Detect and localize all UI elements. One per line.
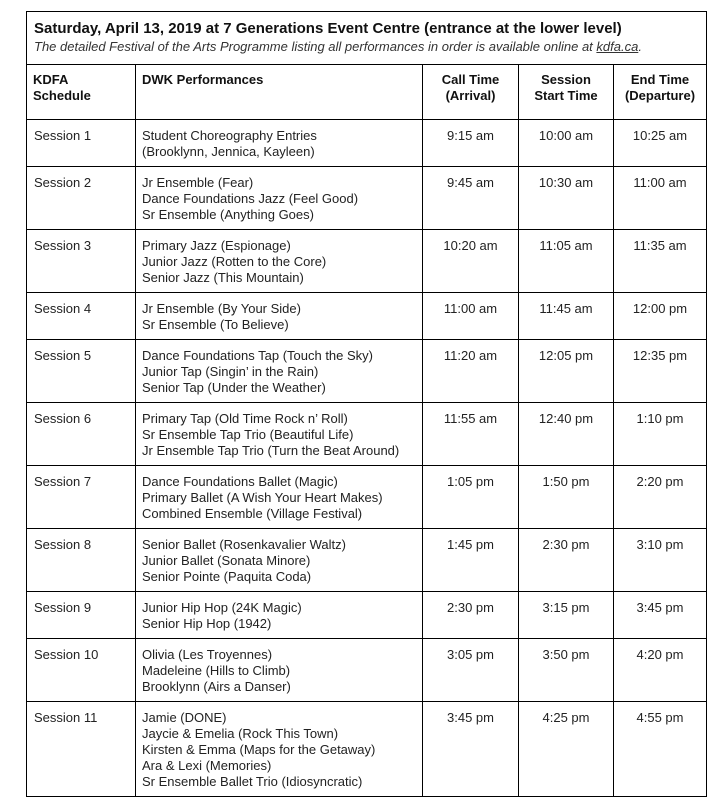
- performance-item: Jr Ensemble (Fear): [142, 175, 254, 190]
- table-row: [27, 167, 707, 230]
- performance-item: Sr Ensemble Tap Trio (Beautiful Life): [142, 427, 354, 442]
- title-row: [27, 12, 707, 65]
- end-time: 12:35 pm: [614, 340, 707, 403]
- performance-list: [136, 167, 423, 230]
- table-row: [27, 466, 707, 529]
- performance-item: Dance Foundations Tap (Touch the Sky): [142, 348, 374, 363]
- header-line: (Departure): [624, 88, 696, 103]
- subtitle-text: The detailed Festival of the Arts Programme listing all performances in order is available online at: [34, 39, 597, 54]
- start-time: 12:40 pm: [519, 403, 614, 466]
- call-time: 11:00 am: [423, 293, 519, 340]
- performance-item: Student Choreography Entries: [142, 128, 317, 143]
- table-row: [27, 293, 707, 340]
- performance-list: [136, 592, 423, 639]
- performance-item: Primary Jazz (Espionage): [142, 238, 291, 253]
- performance-list: [136, 466, 423, 529]
- session-name: Session 3: [27, 230, 136, 293]
- performance-item: Sr Ensemble (To Believe): [142, 317, 289, 332]
- end-time: 1:10 pm: [614, 403, 707, 466]
- start-time: 3:15 pm: [519, 592, 614, 639]
- start-time: 3:50 pm: [519, 639, 614, 702]
- call-time: 11:55 am: [423, 403, 519, 466]
- header-line: End Time: [630, 72, 690, 87]
- subtitle-period: .: [638, 39, 642, 54]
- start-time: 10:00 am: [519, 120, 614, 167]
- performance-list: [136, 120, 423, 167]
- end-time: 4:55 pm: [614, 702, 707, 797]
- call-time: 3:45 pm: [423, 702, 519, 797]
- performance-item: Senior Jazz (This Mountain): [142, 270, 304, 285]
- performance-item: Sr Ensemble (Anything Goes): [142, 207, 314, 222]
- call-time: 10:20 am: [423, 230, 519, 293]
- session-name: Session 9: [27, 592, 136, 639]
- header-line: Session: [541, 72, 591, 87]
- title-cell: [27, 12, 707, 65]
- performance-item: (Brooklynn, Jennica, Kayleen): [142, 144, 315, 159]
- performance-item: Madeleine (Hills to Climb): [142, 663, 291, 678]
- performance-list: [136, 230, 423, 293]
- end-time: 11:00 am: [614, 167, 707, 230]
- performance-list: [136, 529, 423, 592]
- table-row: [27, 230, 707, 293]
- column-header-call-time: [423, 65, 519, 120]
- performance-item: Dance Foundations Jazz (Feel Good): [142, 191, 359, 206]
- table-row: [27, 702, 707, 797]
- performance-list: [136, 702, 423, 797]
- start-time: 1:50 pm: [519, 466, 614, 529]
- session-name: Session 5: [27, 340, 136, 403]
- performance-item: Dance Foundations Ballet (Magic): [142, 474, 338, 489]
- event-title: Saturday, April 13, 2019 at 7 Generations Event Centre (entrance at the lower level): [34, 20, 622, 37]
- end-time: 11:35 am: [614, 230, 707, 293]
- table-row: [27, 592, 707, 639]
- end-time: 10:25 am: [614, 120, 707, 167]
- performance-item: Junior Ballet (Sonata Minore): [142, 553, 311, 568]
- performance-item: Senior Tap (Under the Weather): [142, 380, 326, 395]
- start-time: 12:05 pm: [519, 340, 614, 403]
- performance-item: Combined Ensemble (Village Festival): [142, 506, 363, 521]
- end-time: 4:20 pm: [614, 639, 707, 702]
- session-name: Session 7: [27, 466, 136, 529]
- performance-item: Senior Pointe (Paquita Coda): [142, 569, 312, 584]
- start-time: 2:30 pm: [519, 529, 614, 592]
- performance-list: [136, 403, 423, 466]
- call-time: 1:05 pm: [423, 466, 519, 529]
- performance-item: Kirsten & Emma (Maps for the Getaway): [142, 742, 376, 757]
- performance-item: Senior Hip Hop (1942): [142, 616, 272, 631]
- performance-item: Junior Hip Hop (24K Magic): [142, 600, 302, 615]
- session-name: Session 10: [27, 639, 136, 702]
- header-line: Start Time: [534, 88, 598, 103]
- start-time: 4:25 pm: [519, 702, 614, 797]
- session-name: Session 1: [27, 120, 136, 167]
- performance-item: Junior Tap (Singin’ in the Rain): [142, 364, 319, 379]
- session-name: Session 2: [27, 167, 136, 230]
- performance-item: Primary Ballet (A Wish Your Heart Makes): [142, 490, 383, 505]
- end-time: 12:00 pm: [614, 293, 707, 340]
- performance-item: Senior Ballet (Rosenkavalier Waltz): [142, 537, 346, 552]
- performance-item: Junior Jazz (Rotten to the Core): [142, 254, 327, 269]
- column-header-schedule: [27, 65, 136, 120]
- performance-list: [136, 293, 423, 340]
- header-line: DWK Performances: [142, 72, 264, 87]
- schedule-table: [26, 11, 707, 797]
- performance-item: Olivia (Les Troyennes): [142, 647, 273, 662]
- call-time: 9:45 am: [423, 167, 519, 230]
- performance-item: Brooklynn (Airs a Danser): [142, 679, 291, 694]
- start-time: 11:05 am: [519, 230, 614, 293]
- performance-item: Jaycie & Emelia (Rock This Town): [142, 726, 339, 741]
- session-rows: [27, 120, 707, 797]
- performance-list: [136, 639, 423, 702]
- performance-item: Jr Ensemble Tap Trio (Turn the Beat Around): [142, 443, 400, 458]
- performance-item: Jamie (DONE): [142, 710, 227, 725]
- performance-item: Primary Tap (Old Time Rock n’ Roll): [142, 411, 348, 426]
- start-time: 10:30 am: [519, 167, 614, 230]
- start-time: 11:45 am: [519, 293, 614, 340]
- column-header-performances: [136, 65, 423, 120]
- end-time: 3:10 pm: [614, 529, 707, 592]
- session-name: Session 4: [27, 293, 136, 340]
- call-time: 2:30 pm: [423, 592, 519, 639]
- header-row: [27, 65, 707, 120]
- end-time: 2:20 pm: [614, 466, 707, 529]
- end-time: 3:45 pm: [614, 592, 707, 639]
- column-header-end-time: [614, 65, 707, 120]
- call-time: 9:15 am: [423, 120, 519, 167]
- kdfa-link[interactable]: kdfa.ca: [596, 39, 639, 54]
- header-line: Call Time: [441, 72, 500, 87]
- header-line: Schedule: [33, 88, 91, 103]
- call-time: 1:45 pm: [423, 529, 519, 592]
- session-name: Session 11: [27, 702, 136, 797]
- session-name: Session 8: [27, 529, 136, 592]
- column-header-start-time: [519, 65, 614, 120]
- header-line: KDFA: [33, 72, 69, 87]
- performance-item: Jr Ensemble (By Your Side): [142, 301, 301, 316]
- table-row: [27, 120, 707, 167]
- header-line: (Arrival): [445, 88, 496, 103]
- table-row: [27, 340, 707, 403]
- performance-item: Sr Ensemble Ballet Trio (Idiosyncratic): [142, 774, 363, 789]
- call-time: 3:05 pm: [423, 639, 519, 702]
- call-time: 11:20 am: [423, 340, 519, 403]
- table-row: [27, 403, 707, 466]
- table-row: [27, 529, 707, 592]
- session-name: Session 6: [27, 403, 136, 466]
- table-row: [27, 639, 707, 702]
- event-subtitle: [34, 38, 700, 55]
- performance-item: Ara & Lexi (Memories): [142, 758, 272, 773]
- performance-list: [136, 340, 423, 403]
